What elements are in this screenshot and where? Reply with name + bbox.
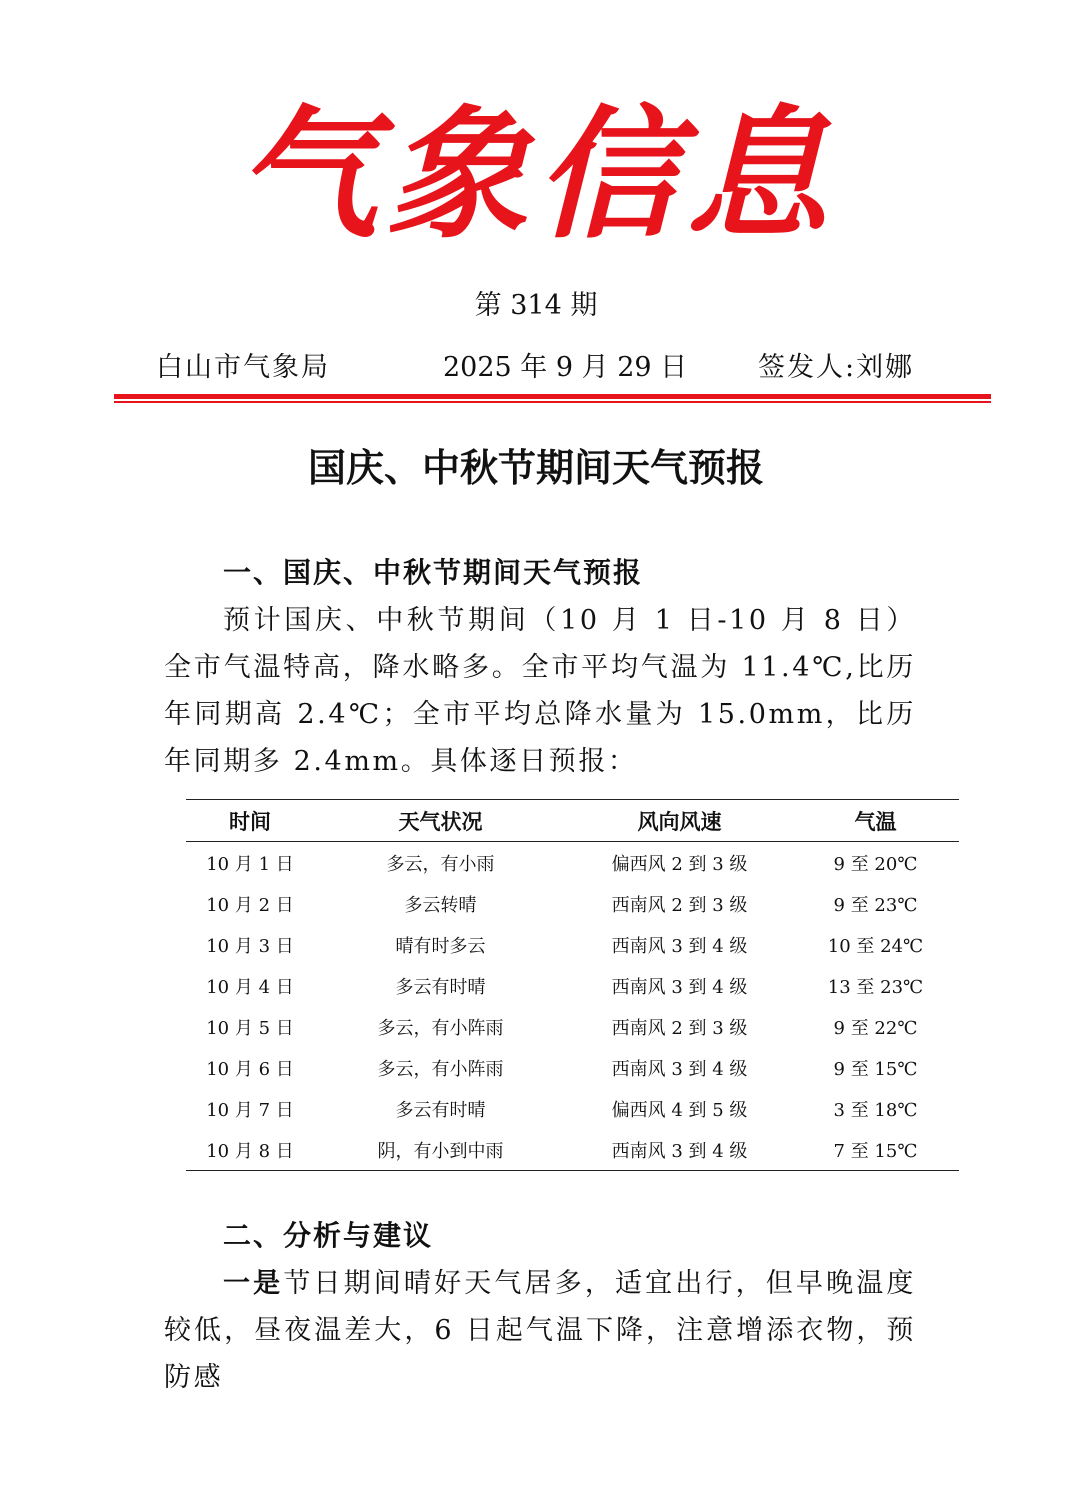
table-row (186, 1047, 959, 1088)
issue-number: 第 314 期 (474, 290, 598, 321)
table-header-row (186, 800, 959, 842)
section-1-paragraph: 预计国庆、中秋节期间（10 月 1 日-10 月 8 日）全市气温特高，降水略多。全市平均气温为 11.4℃,比历年同期高 2.4℃；全市平均总降水量为 15.0mm，比历年同期多 2.4mm。具体逐日预报： (164, 605, 916, 777)
cell-temperature: 3 至 18℃ (833, 1099, 918, 1121)
cell-weather: 阴，有小到中雨 (377, 1140, 504, 1162)
cell-wind: 西南风 2 到 3 级 (611, 1017, 748, 1039)
cell-weather: 多云有时晴 (395, 976, 486, 998)
cell-wind: 西南风 2 到 3 级 (611, 894, 748, 916)
cell-temperature: 13 至 23℃ (827, 976, 924, 998)
cell-weather: 晴有时多云 (395, 935, 486, 957)
cell-temperature: 9 至 23℃ (833, 894, 918, 916)
cell-date: 10 月 3 日 (206, 935, 294, 957)
cell-date: 10 月 1 日 (206, 853, 294, 875)
cell-wind: 偏西风 2 到 3 级 (611, 853, 748, 875)
table-row (186, 1088, 959, 1129)
forecast-table (186, 799, 959, 1171)
section-2-lead: 一是 (223, 1268, 284, 1299)
masthead-title: 气象信息 (236, 92, 836, 258)
cell-wind: 西南风 3 到 4 级 (611, 976, 748, 998)
table-row (186, 1006, 959, 1047)
cell-weather: 多云有时晴 (395, 1099, 486, 1121)
section-2-text: 节日期间晴好天气居多，适宜出行，但早晚温度较低，昼夜温差大，6 日起气温下降，注意增添衣物，预防感 (164, 1268, 916, 1393)
table-row (186, 965, 959, 1006)
header-wind: 风向风速 (567, 800, 792, 842)
cell-wind: 西南风 3 到 4 级 (611, 935, 748, 957)
header-time: 时间 (186, 800, 314, 842)
cell-temperature: 10 至 24℃ (827, 935, 924, 957)
section-2-paragraph (164, 1260, 916, 1401)
cell-date: 10 月 8 日 (206, 1140, 294, 1162)
cell-weather: 多云，有小雨 (386, 853, 495, 875)
cell-temperature: 7 至 15℃ (833, 1140, 918, 1162)
cell-date: 10 月 6 日 (206, 1058, 294, 1080)
signer: 签发人:刘娜 (758, 352, 915, 383)
table-row (186, 1129, 959, 1171)
table-row (186, 842, 959, 884)
cell-wind: 西南风 3 到 4 级 (611, 1058, 748, 1080)
header-divider-thick (114, 394, 991, 399)
header-divider-thin (114, 401, 991, 403)
table-row (186, 883, 959, 924)
section-2-heading: 二、分析与建议 (223, 1219, 434, 1252)
cell-date: 10 月 5 日 (206, 1017, 294, 1039)
issue-date: 2025 年 9 月 29 日 (443, 352, 688, 383)
header-temperature: 气温 (792, 800, 959, 842)
cell-weather: 多云，有小阵雨 (377, 1017, 504, 1039)
cell-wind: 西南风 3 到 4 级 (611, 1140, 748, 1162)
document-title: 国庆、中秋节期间天气预报 (307, 445, 764, 490)
issuing-organization: 白山市气象局 (156, 352, 330, 383)
cell-temperature: 9 至 15℃ (833, 1058, 918, 1080)
cell-date: 10 月 7 日 (206, 1099, 294, 1121)
table-row (186, 924, 959, 965)
cell-temperature: 9 至 20℃ (833, 853, 918, 875)
section-1-heading: 一、国庆、中秋节期间天气预报 (223, 556, 644, 589)
cell-wind: 偏西风 4 到 5 级 (611, 1099, 748, 1121)
cell-temperature: 9 至 22℃ (833, 1017, 918, 1039)
cell-date: 10 月 4 日 (206, 976, 294, 998)
header-weather: 天气状况 (314, 800, 567, 842)
cell-weather: 多云，有小阵雨 (377, 1058, 504, 1080)
cell-weather: 多云转晴 (404, 894, 477, 916)
cell-date: 10 月 2 日 (206, 894, 294, 916)
